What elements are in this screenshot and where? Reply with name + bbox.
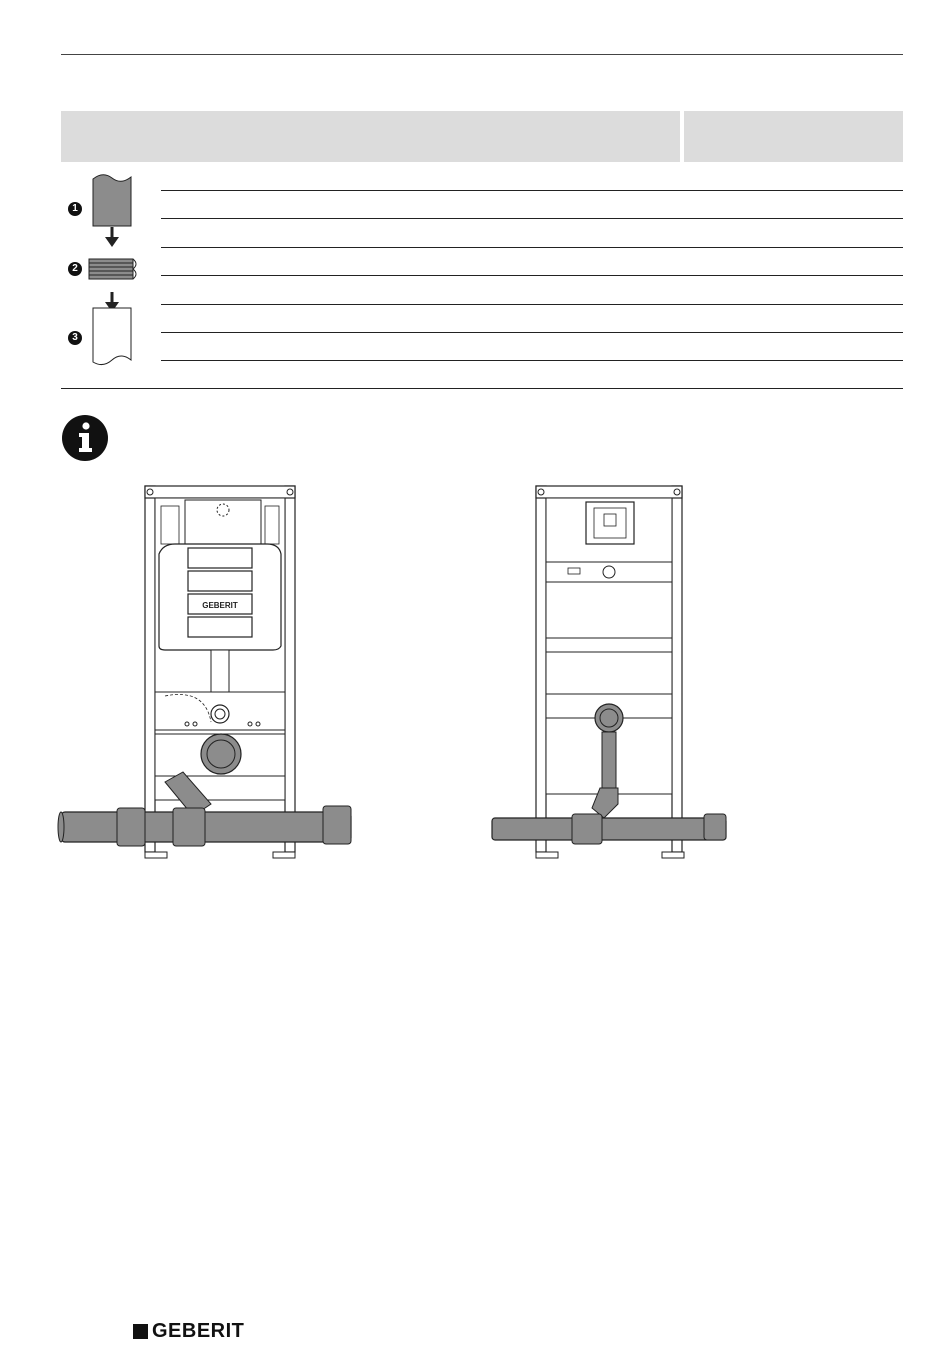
info-icon [61,414,109,462]
table-header [61,111,903,162]
top-rule [61,54,903,55]
table-row-line [161,332,903,333]
table-header-side [684,111,903,162]
table-bottom-rule [61,388,903,389]
step-number-1: 1 [68,202,82,216]
urinal-frame-illustration [486,482,732,864]
table-row-line [161,275,903,276]
logo-text: GEBERIT [152,1320,245,1342]
table-row-line [161,304,903,305]
geberit-logo [133,1320,244,1343]
logo-square-icon [133,1324,148,1339]
table-row-line [161,247,903,248]
unrolled-sheet-icon [88,290,136,370]
table-row-line [161,218,903,219]
table-row-line [161,190,903,191]
table-header-main [61,111,680,162]
roll-icon [88,171,136,249]
step-number-3: 3 [68,331,82,345]
step-number-2: 2 [68,262,82,276]
wc-frame-illustration [55,482,365,864]
table-row-line [161,360,903,361]
compressed-stack-icon [88,258,140,280]
figure-brand-label: GEBERIT [202,601,238,610]
